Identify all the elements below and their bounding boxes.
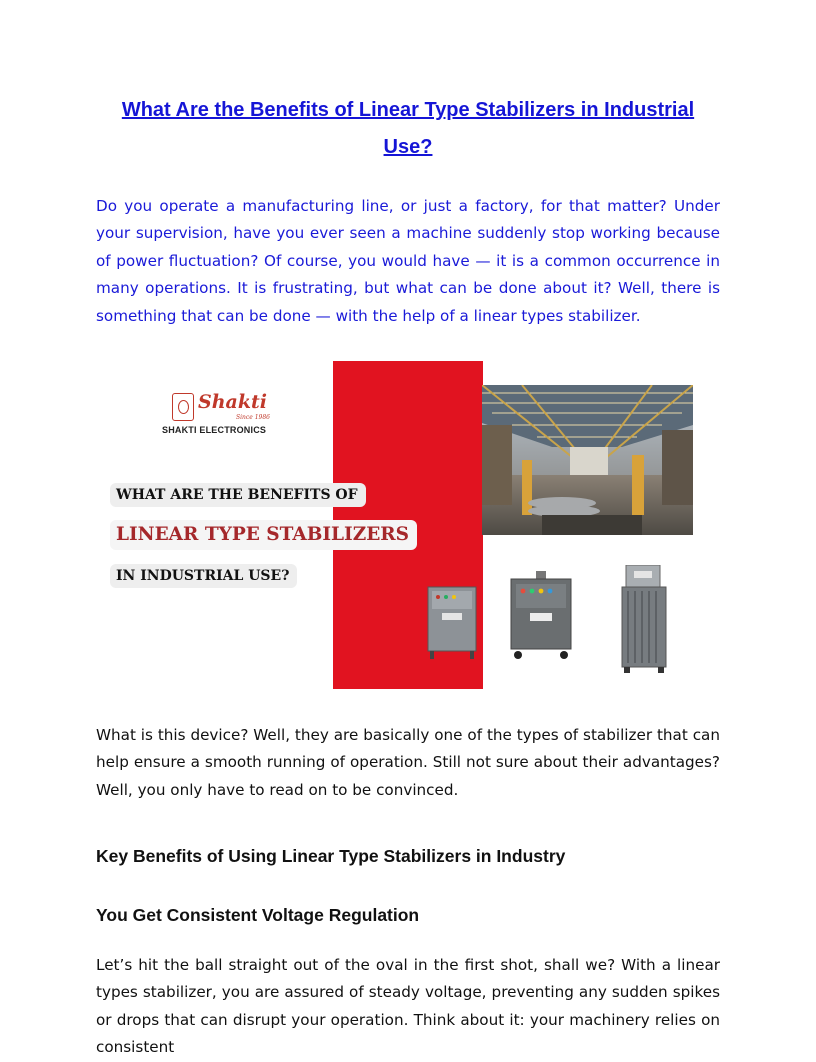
factory-photo [482,385,693,535]
banner-headline-line-2: LINEAR TYPE STABILIZERS [110,520,417,550]
stabilizer-image-3 [618,565,670,673]
heading-key-benefits: Key Benefits of Using Linear Type Stabilizers in Industry [96,846,566,866]
logo-company-name: SHAKTI ELECTRONICS [162,425,267,435]
paragraph-voltage: Let’s hit the ball straight out of the oval in the first shot, shall we? With a linear types stabilizer, you are assured of steady voltage, preventing any sudden spikes or drops that can disrupt your operation. Think about it: your machinery relies on consistent [96,956,720,1057]
logo-since: Since 1986 [236,414,270,421]
paragraph-device: What is this device? Well, they are basically one of the types of stabilizer that can help ensure a smooth running of operation. Still not sure about their advantages? Well, you only have to read on to be convinced. [96,726,720,799]
stabilizer-image-2 [508,571,574,663]
shakti-logo [162,391,272,439]
banner-headline-line-1: WHAT ARE THE BENEFITS OF [110,483,366,507]
article-title[interactable]: What Are the Benefits of Linear Type Stabilizers in Industrial Use? [121,99,695,158]
intro-paragraph: Do you operate a manufacturing line, or just a factory, for that matter? Under your supervision, have you ever seen a machine suddenly stop working because of power fluctuation? Of course, you would have — it is a common occurrence in many operations. It is frustrating, but what can be done about it? Well, there is something that can be done — with the help of a linear types stabilizer. [96,197,720,325]
article-banner-image [96,361,720,689]
logo-emblem-icon [172,393,194,421]
logo-wordmark: Shakti [198,391,268,413]
banner-headline-line-3: IN INDUSTRIAL USE? [110,564,297,588]
stabilizer-image-1 [426,583,478,661]
heading-voltage-regulation: You Get Consistent Voltage Regulation [96,905,420,925]
